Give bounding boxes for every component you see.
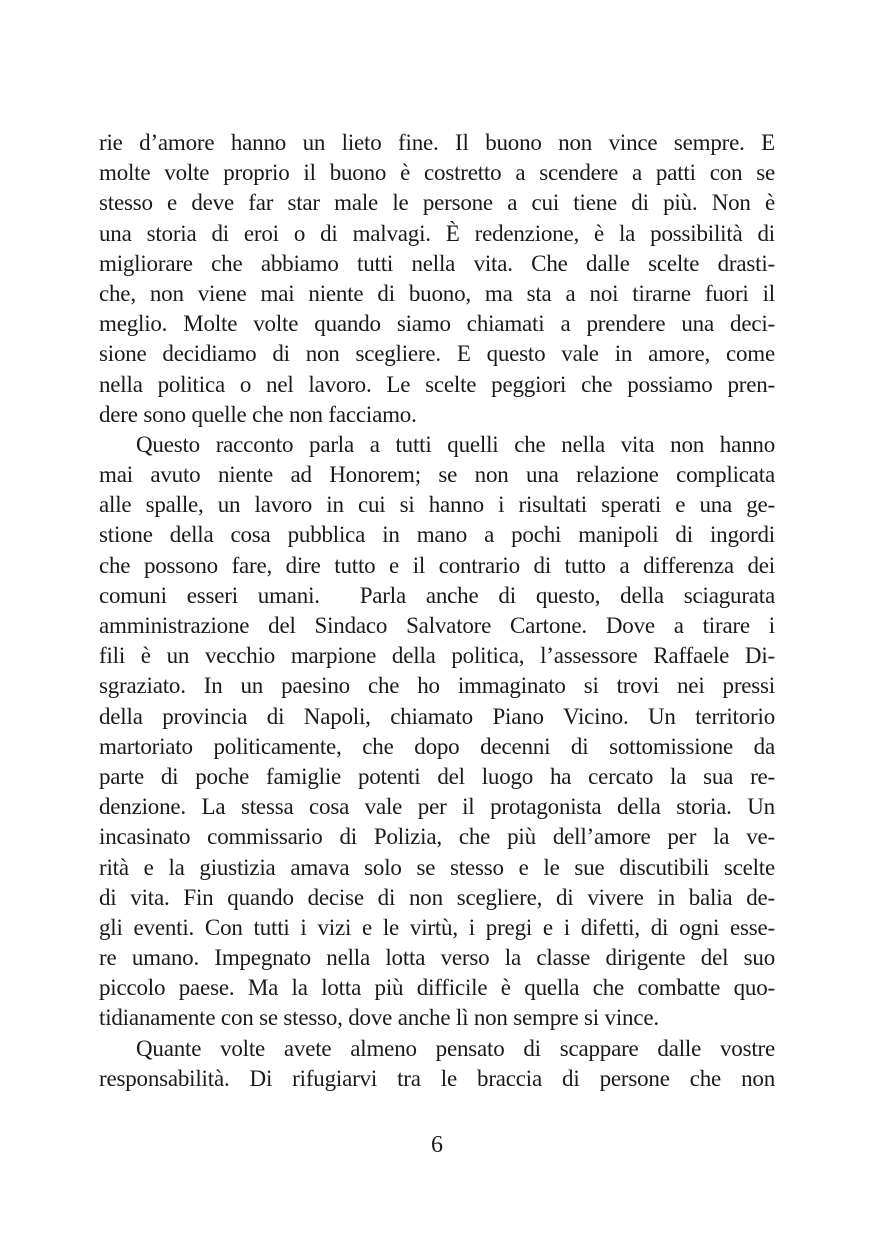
text-line: della provincia di Napoli, chiamato Piano Vicino. Un territorio <box>99 703 775 729</box>
text-line: una storia di eroi o di malvagi. È redenzione, è la possibilità di <box>99 220 775 246</box>
text-line: rie d’amore hanno un lieto fine. Il buono non vince sempre. E <box>99 130 775 155</box>
text-line: alle spalle, un lavoro in cui si hanno i risultati sperati e una ge- <box>99 492 775 518</box>
text-line: stesso e deve far star male le persone a cui tiene di più. Non è <box>99 190 775 216</box>
text-line: parte di poche famiglie potenti del luogo ha cercato la sua re- <box>99 763 775 789</box>
paragraph <box>99 430 775 1034</box>
body-text <box>99 128 775 1094</box>
text-line: incasinato commissario di Polizia, che più dell’amore per la ve- <box>99 824 775 850</box>
text-line: molte volte proprio il buono è costretto a scendere a patti con se <box>99 160 775 186</box>
text-line: amministrazione del Sindaco Salvatore Cartone. Dove a tirare i <box>99 613 775 638</box>
text-line: denzione. La stessa cosa vale per il protagonista della storia. Un <box>99 794 775 820</box>
text-line: mai avuto niente ad Honorem; se non una relazione complicata <box>99 462 775 488</box>
text-line: che, non viene mai niente di buono, ma sta a noi tirarne fuori il <box>99 280 775 306</box>
text-line: rità e la giustizia amava solo se stesso e le sue discutibili scelte <box>99 854 775 880</box>
text-line: piccolo paese. Ma la lotta più difficile è quella che combatte quo- <box>99 975 775 1001</box>
text-line: meglio. Molte volte quando siamo chiamati a prendere una deci- <box>99 311 775 337</box>
text-line: gli eventi. Con tutti i vizi e le virtù, i pregi e i difetti, di ogni esse- <box>99 914 775 940</box>
paragraph <box>99 1034 775 1094</box>
text-line: tidianamente con se stesso, dove anche lì non sempre si vince. <box>99 1005 659 1031</box>
paragraph <box>99 128 775 430</box>
text-line: migliorare che abbiamo tutti nella vita. Che dalle scelte drasti- <box>99 250 775 276</box>
text-line: dere sono quelle che non facciamo. <box>99 401 417 427</box>
text-line: Quante volte avete almeno pensato di scappare dalle vostre <box>136 1035 775 1061</box>
text-line: comuni esseri umani. Parla anche di questo, della sciagurata <box>99 582 775 608</box>
text-line: che possono fare, dire tutto e il contrario di tutto a differenza dei <box>99 552 775 578</box>
text-line: di vita. Fin quando decise di non scegliere, di vivere in balia de- <box>99 884 775 910</box>
text-line: stione della cosa pubblica in mano a pochi manipoli di ingordi <box>99 522 775 548</box>
page-number: 6 <box>431 1132 443 1158</box>
text-line: sione decidiamo di non scegliere. E questo vale in amore, come <box>99 341 775 367</box>
text-line: martoriato politicamente, che dopo decenni di sottomissione da <box>99 733 775 759</box>
text-line: Questo racconto parla a tutti quelli che nella vita non hanno <box>136 431 775 457</box>
text-line: responsabilità. Di rifugiarvi tra le braccia di persone che non <box>99 1065 775 1091</box>
text-line: re umano. Impegnato nella lotta verso la classe dirigente del suo <box>99 945 775 971</box>
text-line: fili è un vecchio marpione della politica, l’assessore Raffaele Di- <box>99 643 775 669</box>
text-line: sgraziato. In un paesino che ho immaginato si trovi nei pressi <box>99 673 775 699</box>
text-line: nella politica o nel lavoro. Le scelte peggiori che possiamo pren- <box>99 371 775 397</box>
